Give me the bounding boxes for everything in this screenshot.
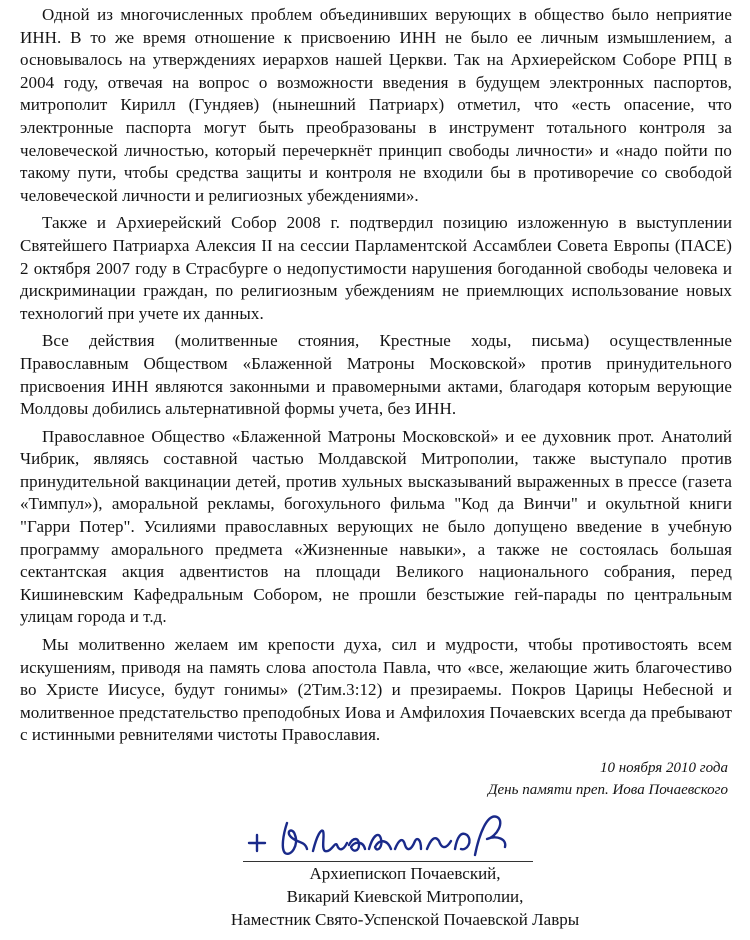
feast-day-line: День памяти преп. Иова Почаевского bbox=[487, 782, 728, 798]
signatory-block bbox=[170, 862, 640, 931]
handwritten-signature-icon bbox=[235, 805, 535, 865]
date-block bbox=[20, 757, 732, 801]
paragraph-2: Также и Архиерейский Собор 2008 г. подтвердил позицию изложенную в выступлении Святейшего Патриарха Алексия II на сессии Парламентской Ассамблеи Совета Европы (ПАСЕ) 2 октября 2007 году в Страсбурге о недопустимости нарушения богоданной свободы человека и дискриминации граждан, по религиозным убеждениям не приемлющих использование новых технологий при учете их данных. bbox=[20, 213, 732, 323]
letter-body bbox=[20, 4, 732, 747]
signatory-title-line-2: Викарий Киевской Митрополии, bbox=[286, 887, 524, 906]
paragraph-5: Мы молитвенно желаем им крепости духа, сил и мудрости, чтобы противостоять всем искушениям, приводя на память слова апостола Павла, что «все, желающие жить благочестиво во Христе Иисусе, будут гонимы» (2Тим.3:12) и презираемы. Покров Царицы Небесной и молитвенное предстательство преподобных Иова и Амфилохия Почаевских всегда да пребывают с истинными ревнителями чистоты Православия. bbox=[20, 635, 732, 745]
paragraph-3: Все действия (молитвенные стояния, Крестные ходы, письма) осуществленные Православным Обществом «Блаженной Матроны Московской» против принудительного присвоения ИНН являются законными и правомерными актами, благодаря которым верующие Молдовы добились альтернативной формы учета, без ИНН. bbox=[20, 331, 732, 419]
signatory-title-line-3: Наместник Свято-Успенской Почаевской Лавры bbox=[230, 910, 580, 929]
letter-date: 10 ноября 2010 года bbox=[599, 760, 728, 776]
signatory-title-line-1: Архиепископ Почаевский, bbox=[309, 864, 501, 883]
signature bbox=[235, 805, 535, 865]
paragraph-1: Одной из многочисленных проблем объединивших верующих в общество было неприятие ИНН. В то же время отношение к присвоению ИНН не было ее личным измышлением, а основывалось на утверждениях иерархов нашей Церкви. Так на Архиерейском Соборе РПЦ в 2004 году, отвечая на вопрос о возможности введения в будущем электронных паспортов, митрополит Кирилл (Гундяев) (нынешний Патриарх) отметил, что «есть опасение, что электронные паспорта могут быть преобразованы в инструмент тотального контроля за человеческой личностью, который перечеркнёт принцип свободы личности» и «надо пойти по такому пути, чтобы средства защиты и контроля не входили бы в противоречие со свободой человеческой личности и религиозных убеждениями». bbox=[20, 5, 732, 205]
paragraph-4: Православное Общество «Блаженной Матроны Московской» и ее духовник прот. Анатолий Чибрик, являясь составной частью Молдавской Митрополии, также выступало против принудительной вакцинации детей, против хульных высказываний выраженных в прессе (газета «Тимпул»), аморальной рекламы, богохульного фильма "Код да Винчи" и окультной книги "Гарри Потер". Усилиями православных верующих не было допущено введение в учебную программу аморального предмета «Жизненные навыки», а также не состоялась большая сектантская акция адвентистов на площади Великого национального собрания, перед Кишиневским Кафедральным Собором, не прошли безстыжие гей-парады по центральным улицам города и т.д. bbox=[20, 426, 732, 627]
